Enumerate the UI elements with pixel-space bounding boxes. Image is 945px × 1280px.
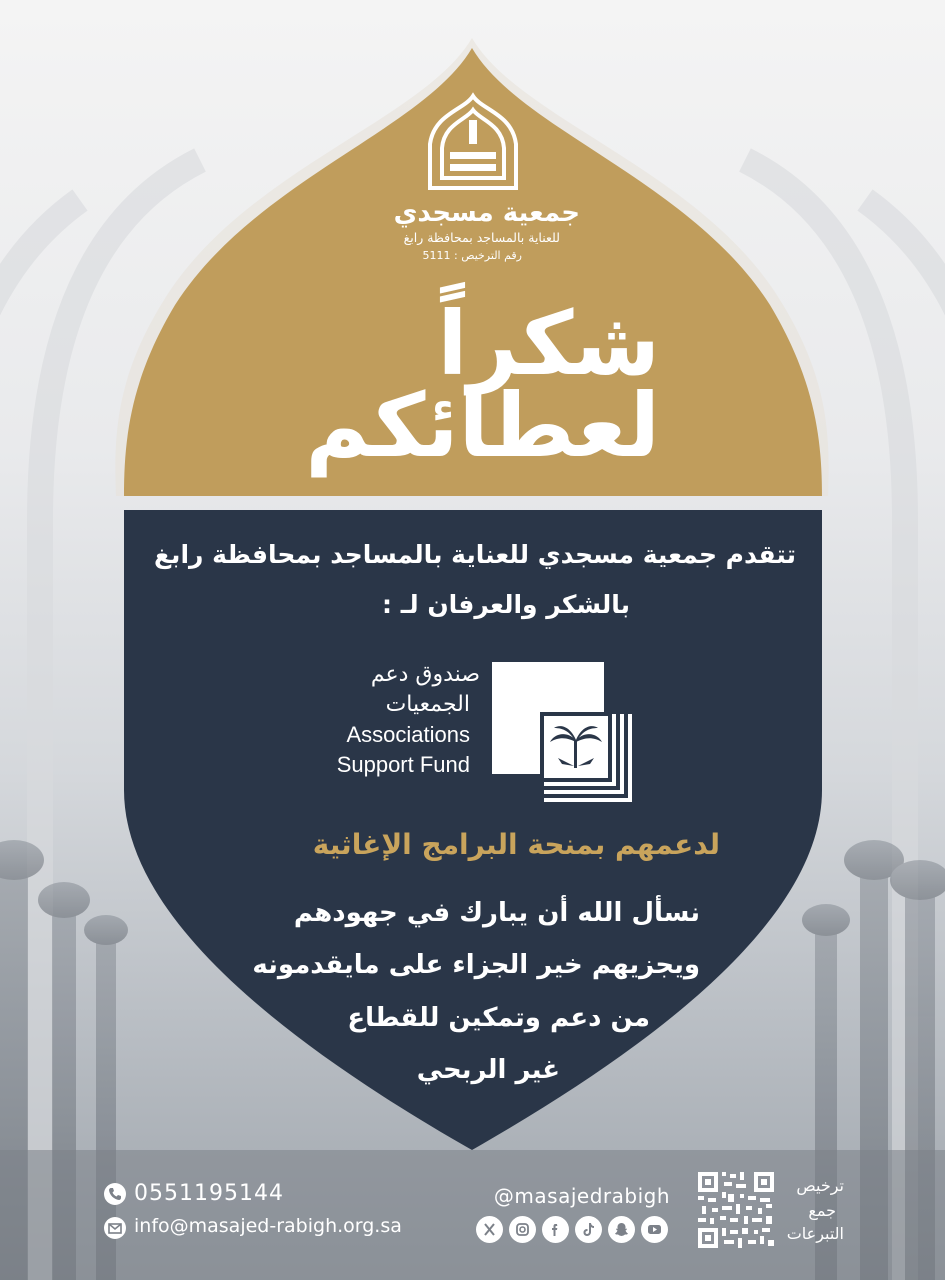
fund-name-en-line1: Associations xyxy=(346,722,470,747)
email-link[interactable]: info@masajed-rabigh.org.sa xyxy=(134,1215,402,1237)
intro-line-2: بالشكر والعرفان لـ : xyxy=(382,590,630,619)
license-label-line3: التبرعات xyxy=(786,1224,844,1243)
youtube-icon[interactable] xyxy=(641,1216,668,1243)
intro-line-1: تتقدم جمعية مسجدي للعناية بالمساجد بمحافظة رابغ xyxy=(153,540,797,569)
snapchat-icon[interactable] xyxy=(608,1216,635,1243)
qr-code-icon[interactable] xyxy=(698,1172,774,1248)
license-label-line2: جمع xyxy=(808,1201,836,1220)
phone-number-link[interactable]: 0551195144 xyxy=(134,1181,284,1206)
thanks-title-line1: شكراً xyxy=(437,292,660,395)
fund-name-ar-line1: صندوق دعم xyxy=(370,662,480,687)
prayer-line-4: غير الربحي xyxy=(416,1055,560,1085)
fund-name-en-line2: Support Fund xyxy=(336,752,470,777)
prayer-line-1: نسأل الله أن يبارك في جهودهم xyxy=(293,898,700,928)
prayer-line-2: ويجزيهم خير الجزاء على مايقدمونه xyxy=(252,950,700,980)
tiktok-icon[interactable] xyxy=(575,1216,602,1243)
x-icon[interactable] xyxy=(476,1216,503,1243)
social-handle[interactable]: @masajedrabigh xyxy=(493,1184,670,1208)
grant-text: لدعمهم بمنحة البرامج الإغاثية xyxy=(312,828,720,861)
phone-icon xyxy=(104,1183,126,1205)
license-label-line1: ترخيص xyxy=(796,1176,844,1195)
fund-name-ar-line2: الجمعيات xyxy=(385,692,470,717)
instagram-icon[interactable] xyxy=(509,1216,536,1243)
prayer-line-3: من دعم وتمكين للقطاع xyxy=(347,1003,650,1033)
facebook-icon[interactable] xyxy=(542,1216,569,1243)
palm-tree-logo-icon xyxy=(490,662,636,804)
email-icon xyxy=(104,1217,126,1239)
org-name: جمعية مسجدي xyxy=(393,198,580,228)
thanks-title-line2: لعطائكم xyxy=(305,374,660,477)
org-license-number: رقم الترخيص : 5111 xyxy=(422,249,522,262)
org-subtitle: للعناية بالمساجد بمحافظة رابغ xyxy=(403,230,560,245)
mosque-dome-logo-icon xyxy=(420,92,526,192)
